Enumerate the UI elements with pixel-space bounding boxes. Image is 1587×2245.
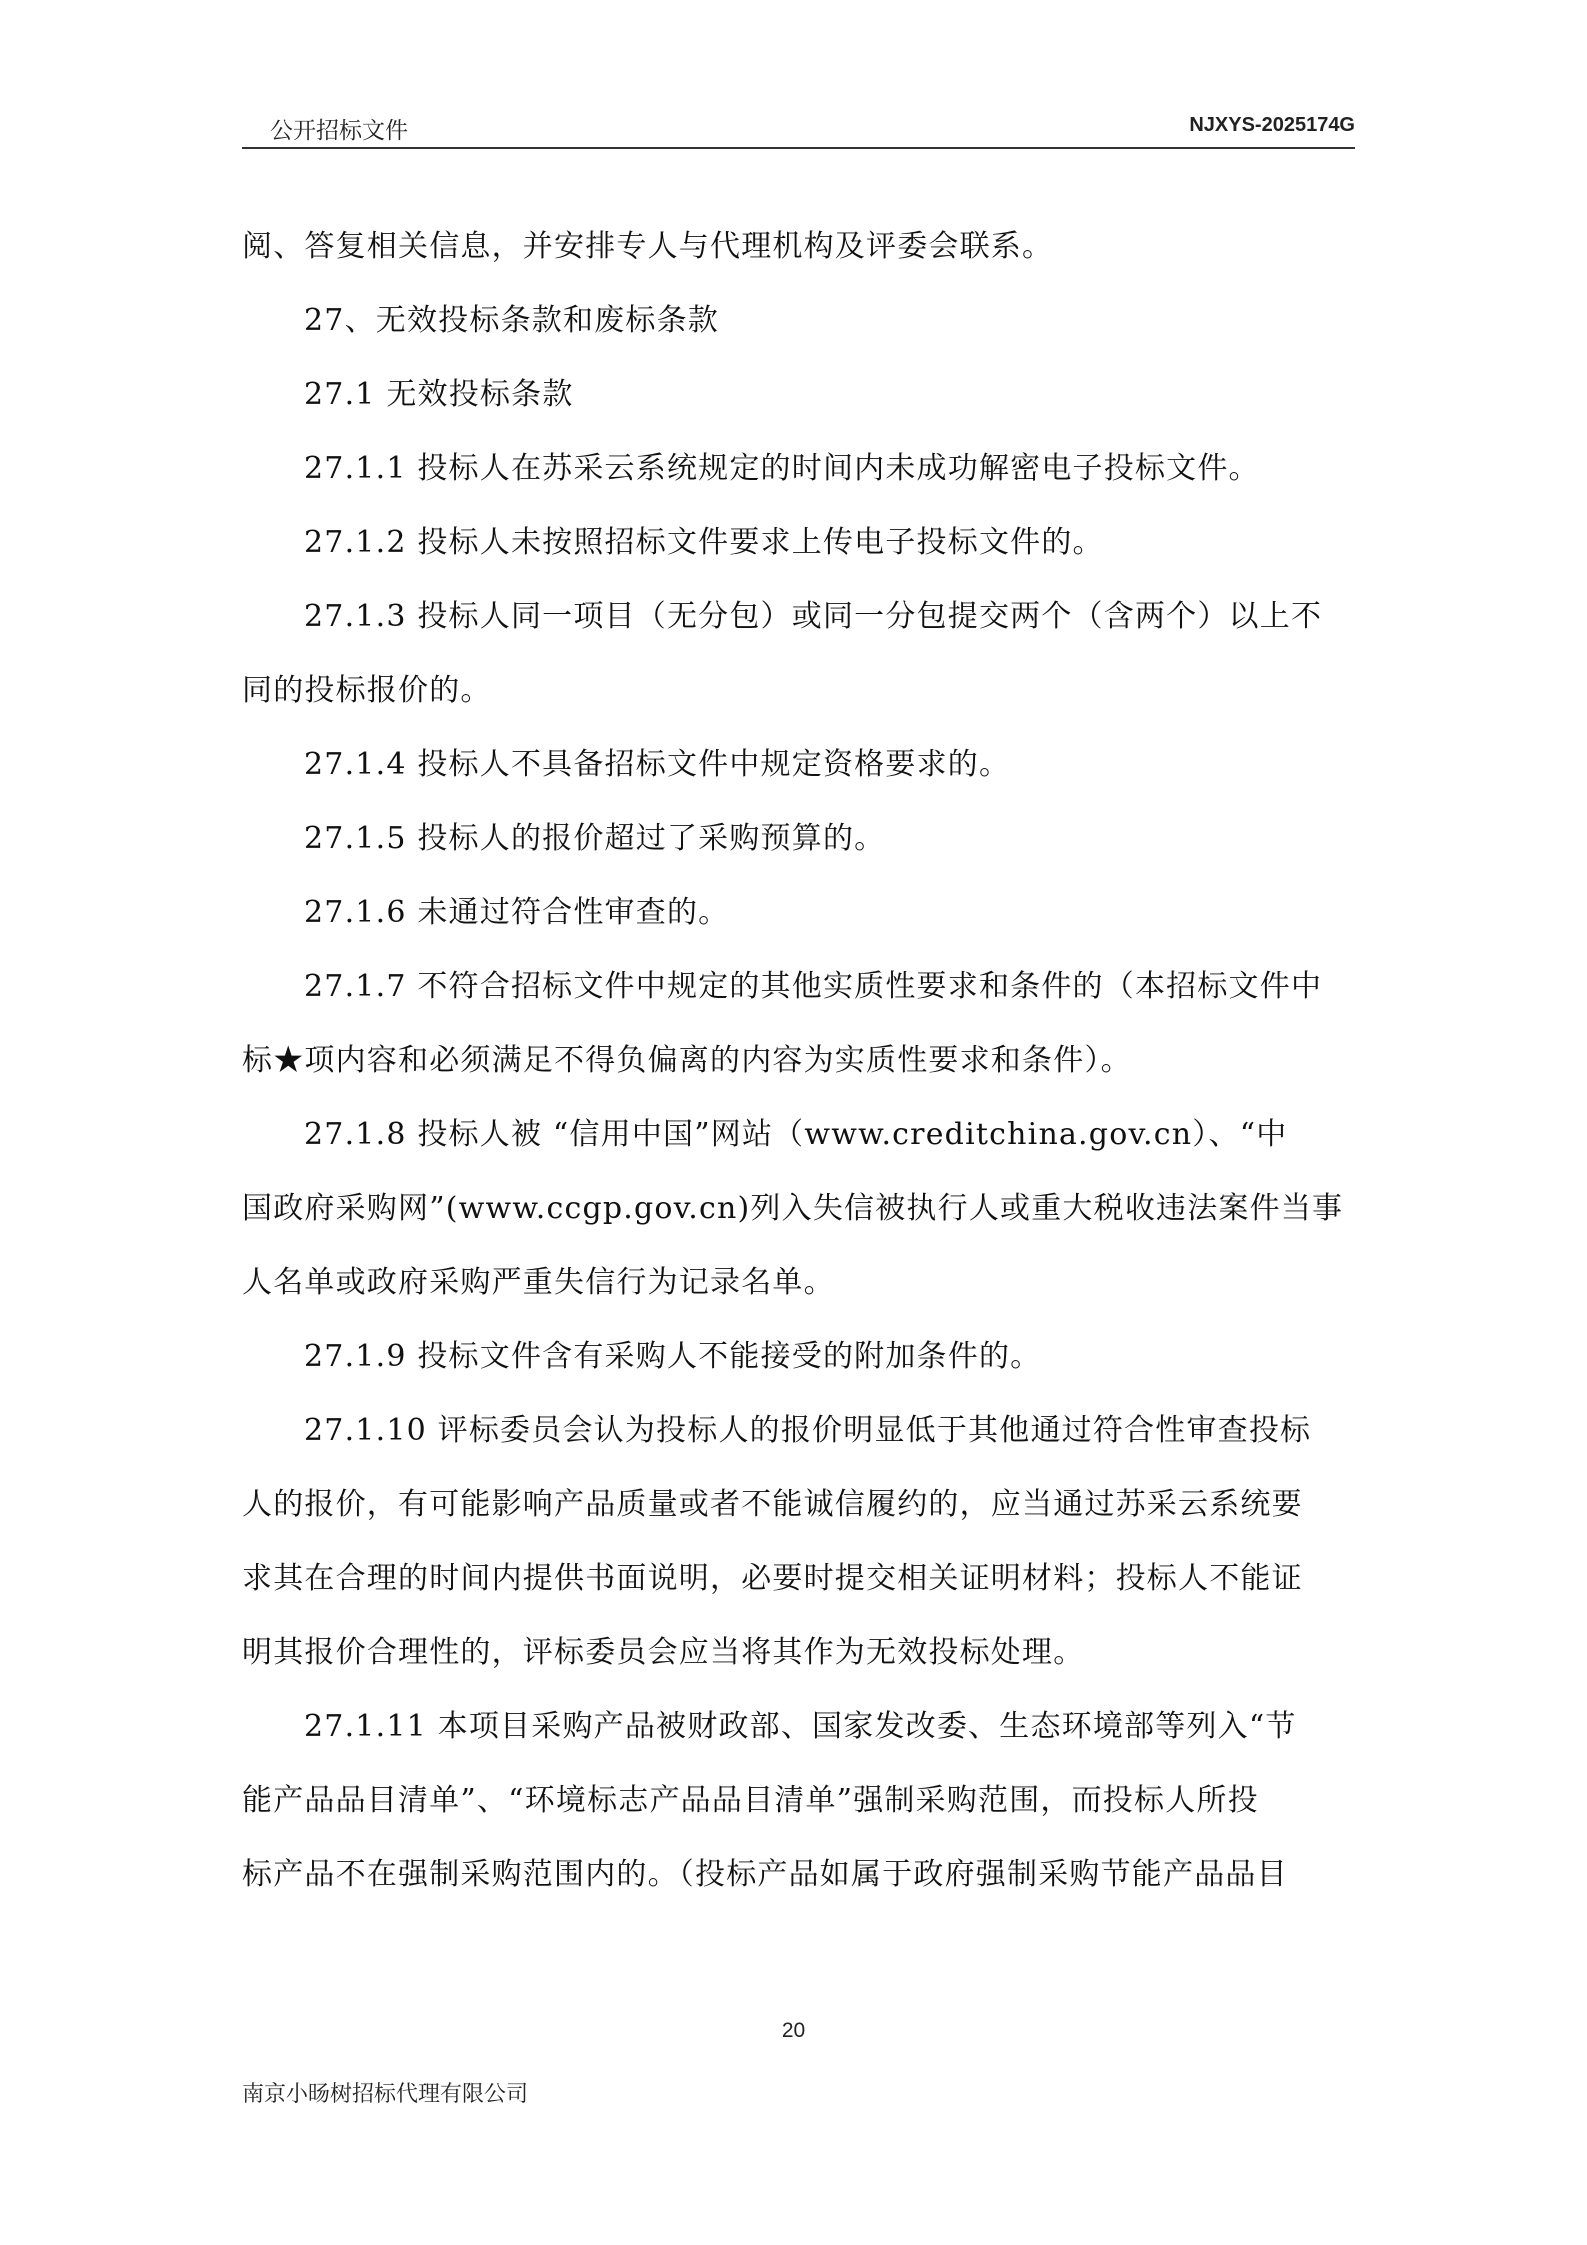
text-line: 27.1.1 投标人在苏采云系统规定的时间内未成功解密电子投标文件。 (304, 451, 1260, 486)
header-divider (242, 147, 1355, 149)
text-line: 27.1.3 投标人同一项目（无分包）或同一分包提交两个（含两个）以上不 (304, 599, 1323, 634)
header-doc-type: 公开招标文件 (270, 118, 408, 144)
text-line: 27.1.9 投标文件含有采购人不能接受的附加条件的。 (304, 1339, 1042, 1374)
text-line: 27.1.6 未通过符合性审查的。 (304, 895, 730, 930)
text-line: 27、无效投标条款和废标条款 (304, 303, 719, 338)
text-line: 标产品不在强制采购范围内的。（投标产品如属于政府强制采购节能产品品目 (242, 1857, 1288, 1892)
page-number: 20 (781, 2019, 806, 2042)
text-line: 27.1.8 投标人被 “信用中国”网站（www.creditchina.gov.cn）、“中 (304, 1117, 1288, 1152)
text-line: 能产品品目清单”、“环境标志产品品目清单”强制采购范围，而投标人所投 (242, 1783, 1259, 1818)
text-line: 27.1 无效投标条款 (304, 377, 574, 412)
footer-company: 南京小旸树招标代理有限公司 (242, 2082, 529, 2107)
document-body (242, 210, 1355, 1912)
text-line: 27.1.2 投标人未按照招标文件要求上传电子投标文件的。 (304, 525, 1104, 560)
text-line: 27.1.11 本项目采购产品被财政部、国家发改委、生态环境部等列入“节 (304, 1709, 1297, 1744)
header-doc-number: NJXYS-2025174G (1189, 114, 1355, 136)
text-line: 阅、答复相关信息，并安排专人与代理机构及评委会联系。 (242, 229, 1054, 264)
text-line: 人的报价，有可能影响产品质量或者不能诚信履约的，应当通过苏采云系统要 (242, 1487, 1303, 1522)
text-line: 27.1.4 投标人不具备招标文件中规定资格要求的。 (304, 747, 1011, 782)
text-line: 同的投标报价的。 (242, 673, 492, 708)
text-line: 求其在合理的时间内提供书面说明，必要时提交相关证明材料；投标人不能证 (242, 1561, 1303, 1596)
text-line: 27.1.7 不符合招标文件中规定的其他实质性要求和条件的（本招标文件中 (304, 969, 1323, 1004)
text-line: 明其报价合理性的，评标委员会应当将其作为无效投标处理。 (242, 1635, 1085, 1670)
text-line: 标★项内容和必须满足不得负偏离的内容为实质性要求和条件）。 (242, 1043, 1132, 1078)
text-line: 27.1.10 评标委员会认为投标人的报价明显低于其他通过符合性审查投标 (304, 1413, 1312, 1448)
text-line: 国政府采购网”(www.ccgp.gov.cn)列入失信被执行人或重大税收违法案件当事 (242, 1191, 1344, 1226)
text-line: 人名单或政府采购严重失信行为记录名单。 (242, 1265, 835, 1300)
text-line: 27.1.5 投标人的报价超过了采购预算的。 (304, 821, 886, 856)
